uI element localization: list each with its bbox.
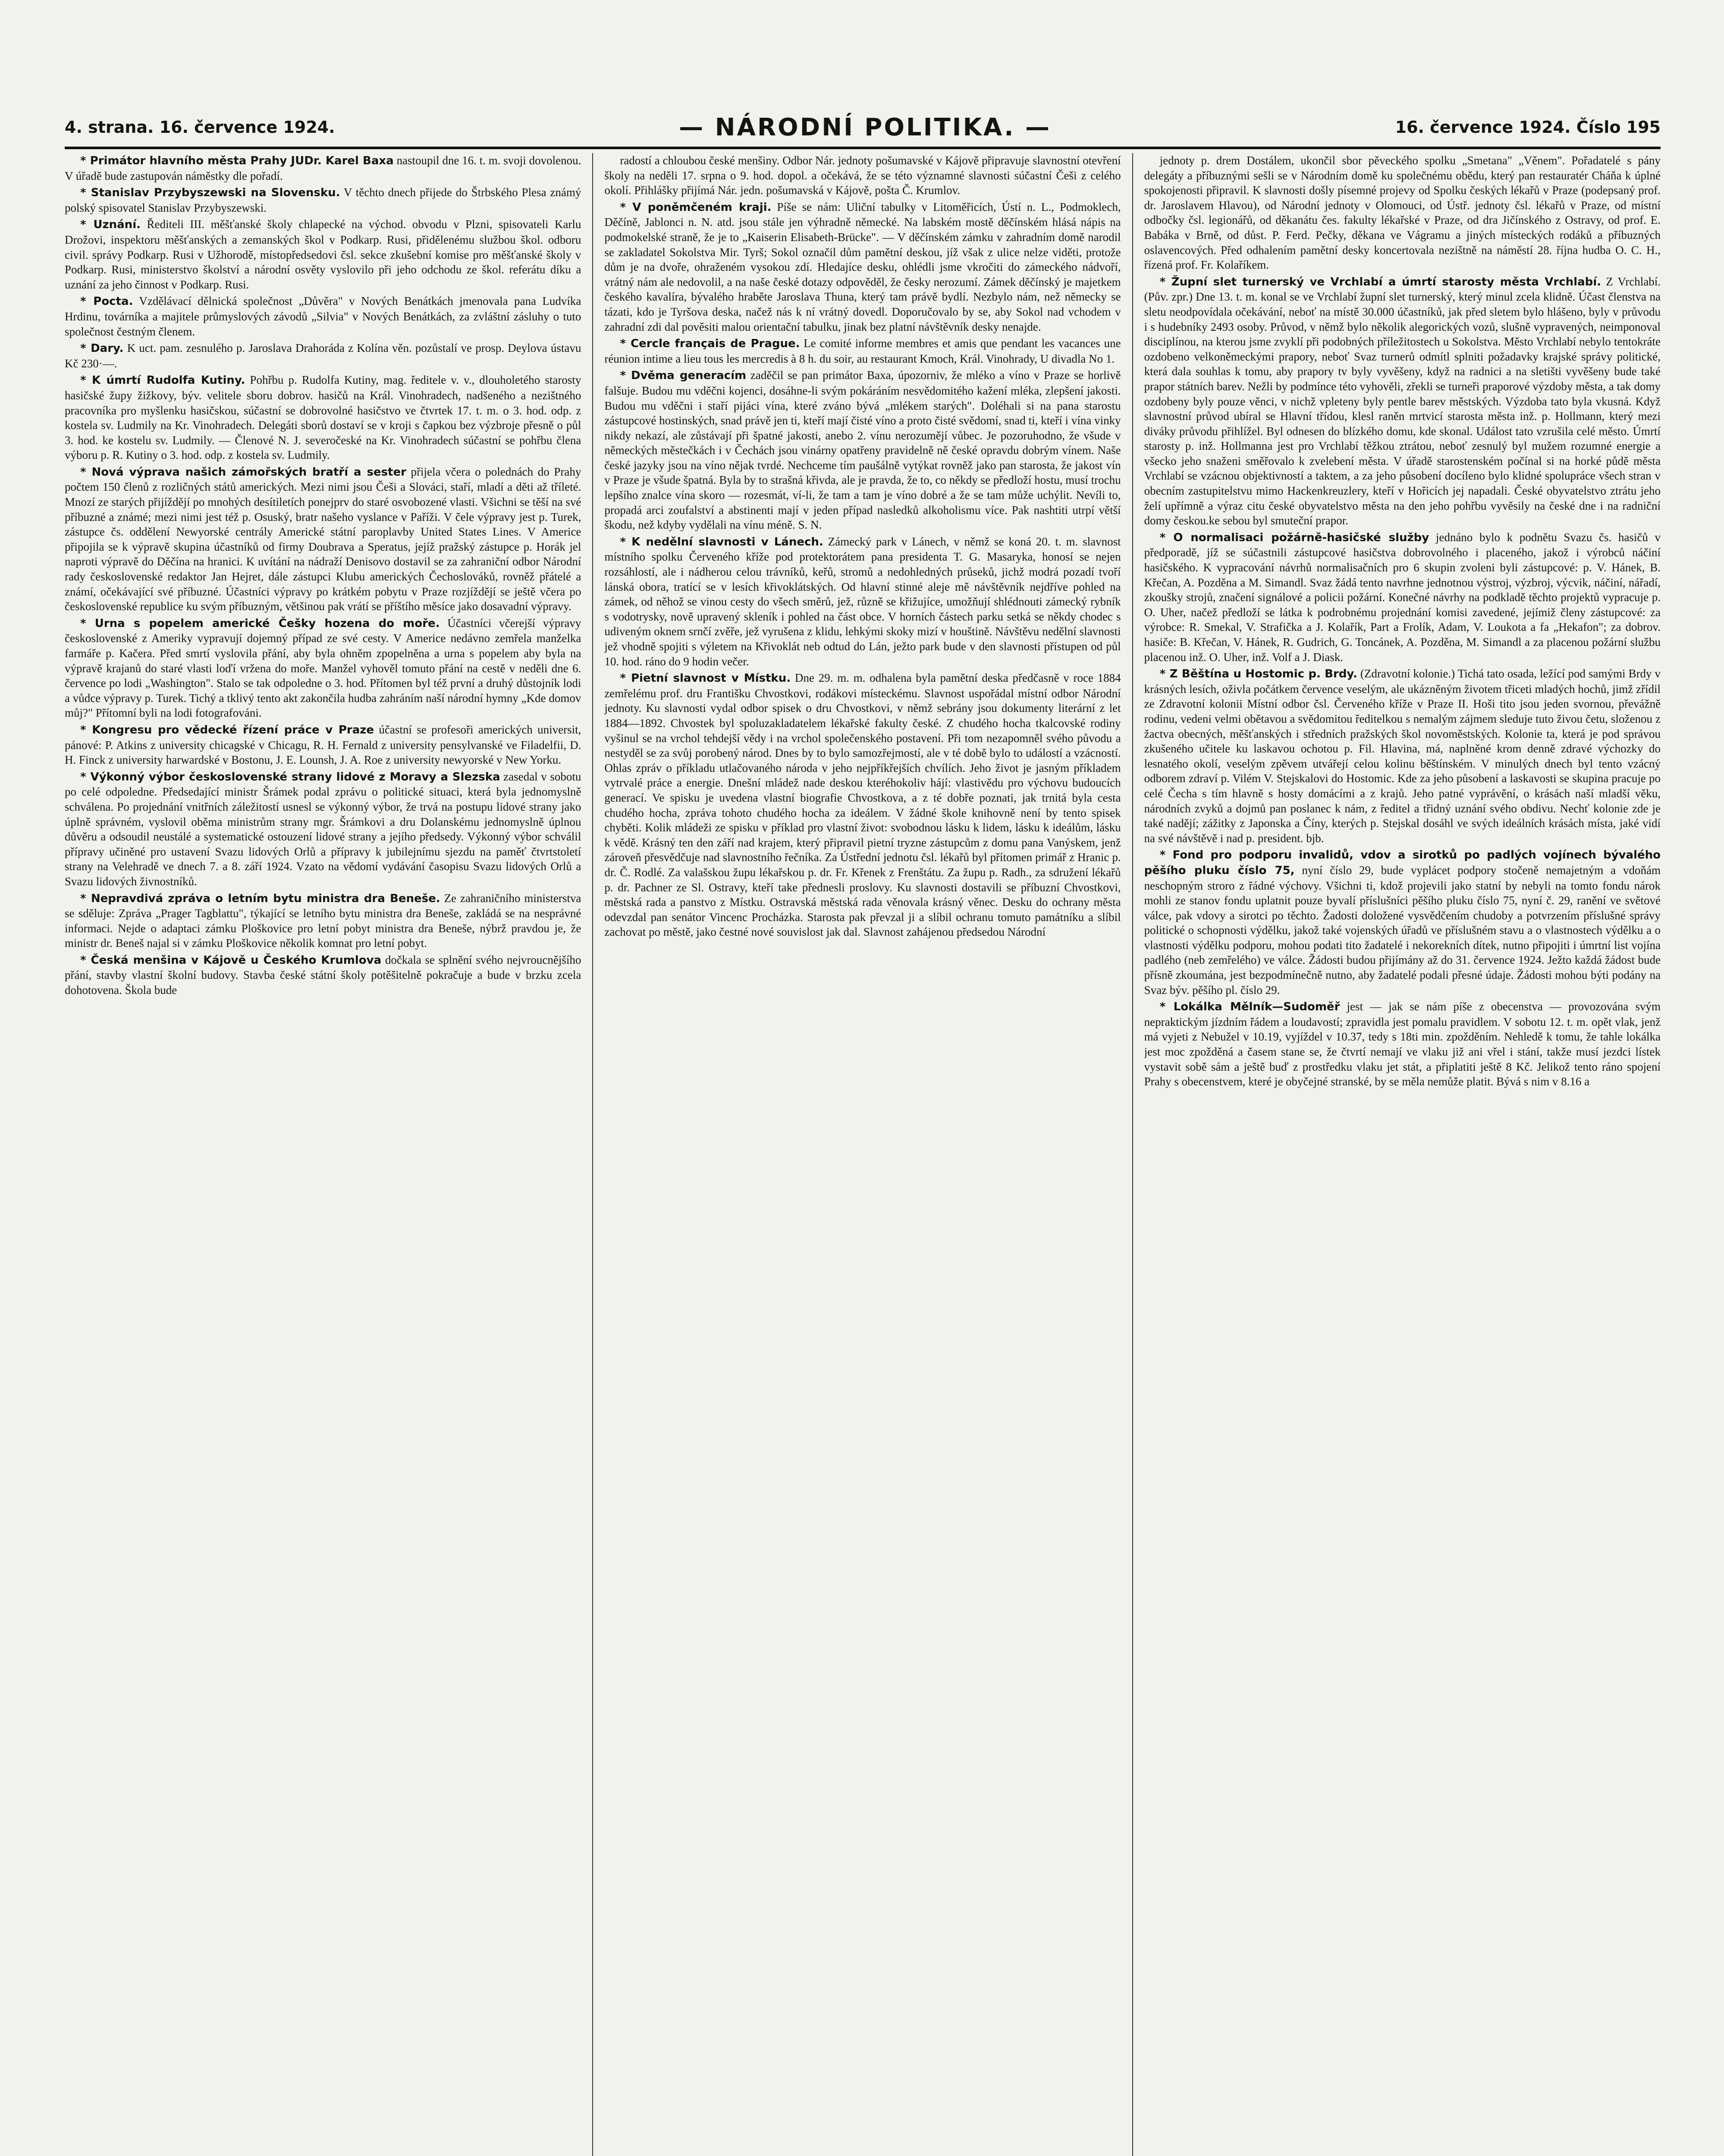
article-headline: * Pietní slavnost v Místku. <box>620 672 791 685</box>
article-body: Ze zahraničního ministerstva se sděluje: Zpráva „Prager Tagblattu", týkající se letního bytu ministra dra Beneše, zakládá se na nesprávné informaci. Nejde o adaptaci zámku Ploškovice pro letní pobyt ministra dra Beneše, nýbrž pravdou je, že ministr dr. Beneš najal si v zámku Ploškovice několik komnat pro letní pobyt. <box>65 891 581 950</box>
article <box>604 671 1121 940</box>
article-headline: * Uznání. <box>80 218 141 232</box>
article-headline: * Stanislav Przybyszewski na Slovensku. <box>80 186 340 200</box>
article-body: Řediteli III. měšťanské školy chlapecké na východ. obvodu v Plzni, spisovateli Karlu Drožovi, inspektoru měšťanských a zemanských škol v Podkarp. Rusi, přidělenému službou škol. odboru civil. správy Podkarp. Rusi v Užhorodě, místopředsedovi čsl. sekce zkušební komise pro měšťanské školy v Podkarp. Rusi, ministerstvo školství a národní osvěty vyslovilo při jeho odchodu ze škol. referátu díku a uznání za jeho činnost v Podkarp. Rusi. <box>65 218 581 291</box>
article-body: Z Vrchlabí. (Pův. zpr.) Dne 13. t. m. konal se ve Vrchlabí župní slet turnerský, který minul zcela klidně. Účast členstva na sletu neodpovídala očekávání, neboť na místě 30.000 účastníků, jak před sletem bylo hlášeno, byly v průvodu i s hudebníky 2493 osoby. Průvod, v němž bylo několik alegorických vozů, slušně vypravených, neimponoval disciplínou, na kterou jsme zvyklí při podobných příležitostech u Sokolstva. Město Vrchlabí nebylo tentokráte ozdobeno velkoněmeckými prapory, neboť Svaz turnerů odmítl splniti požadavky krajské správy politické, která dala souhlas k tomu, aby prapory tv byly vyvěšeny, když na radnici a na sletišti vyvěšeny bude také prapor státních barev. Nežli by podmínce této vyhověli, zřekli se turneři praporové výzdoby města, a tak domy ozdobeny byly pouze věnci, v nichž vpleteny byly pentle barev městských. Výzdoba tato byla vkusná. Když slavnostní průvod ubíral se Hlavní třídou, klesl raněn mrtvicí starosta města inž. p. Hollmann, který mezi diváky průvodu přihlížel. Byl odnesen do blízkého domu, kde skonal. Událost tato vzrušila celé město. Úmrtí starosty p. inž. Hollmanna jest pro Vrchlabí těžkou ztrátou, neboť zesnulý byl mužem rozumné energie a všecko jeho snaženi směřovalo k zvelebení města. V úřadě starostenském počínal si na horké půdě města Vrchlabí se vzácnou objektivností a taktem, a za jeho působení docíleno bylo klidné spolupráce všech stran v obecním zastupitelstvu mimo Hackenkreuzlery, kteří v Hořicích jej napadali. České obyvatelstvo ztrátu jeho želí upřímně a výraz citu české obyvatelstvo města na den jeho pohřbu vyvěsily na české dne i na radniční domy českou.ke sebou byl smuteční prapor. <box>1144 275 1661 527</box>
article <box>1144 999 1661 1089</box>
article-body: V těchto dnech přijede do Štrbského Plesa známý polský spisovatel Stanislav Przybyszewski. <box>65 186 581 214</box>
column-3 <box>1144 153 1661 2156</box>
article-body: Píše se nám: Uliční tabulky v Litoměřicích, Ústí n. L., Podmoklech, Děčíně, Jablonci n. N. atd. jsou stále jen výhradně německé. Na labském mostě děčínském hlásá nápis na podmokelské straně, že je to „Kaiserin Elisabeth-Brücke". — V děčínském zámku v zahradním domě narodil se zakladatel Sokolstva Mir. Tyrš; Sokol označil dům pamětní deskou, jíž však z ulice nelze viděti, protože dům je na dvoře, ohraženém vysokou zdí. Hledajíce desku, ohlédli jsme vkročiti do zámeckého nádvoří, vrátný nám ale nedovolil, a na naše české dotazy odpověděl, že česky nerozumí. Zámek děčínský je majetkem českého kavalíra, bývalého hraběte Jaroslava Thuna, který tam právě bydlí. Nezbylo nám, než německy se tázati, kdo je Tyršova deska, načež nás k ní vrátný dovedl. Doporučovalo by se, aby Sokol nad vchodem v zahradní zdi dal pověsiti malou orientační tabulku, jinak bez platní návštěvník desky nenajde. <box>604 200 1121 333</box>
article <box>604 534 1121 669</box>
article-headline: * K úmrtí Rudolfa Kutiny. <box>80 374 245 387</box>
article-headline: * Z Běštína u Hostomic p. Brdy. <box>1159 667 1357 681</box>
article-body: Le comité informe membres et amis que pendant les vacances une réunion intime a lieu tous les mercredis à 8 h. du soir, au restaurant Kmoch, Král. Vinohrady, U divadla No 1. <box>604 337 1121 365</box>
article-body: Dne 29. m. m. odhalena byla pamětní deska předčasně v roce 1884 zemřelému prof. dru Františku Chvostkovi, rodákovi místeckému. Slavnost uspořádal místní odbor Národní jednoty. Ku slavnosti vydal odbor spisek o dru Chvostkovi, v němž sebrány jsou dokumenty literární z let 1884—1892. Chvostek byl spoluzakladatelem lékařské fakulty české. Z chudého hocha tkalcovské rodiny vyšinul se na vrchol tehdejší vědy i na vrchol společenského postavení. Při tom nezapomněl svého původu a nestyděl se za svůj porobený národ. Dnes by to bylo samozřejmostí, ale v té době bylo to událostí a vzácností. Ohlas zpráv o příkladu utlačovaného národa v jeho nejpříkřejších chvílích. Jeho život je jasným příkladem vytrvalé práce a energie. Dnešní mládež nade deskou kteréhokoliv hájí: vlastivědu pro výchovu budoucích generací. Ve spisku je uvedena vlastní biografie Chvostkova, a z té dobře poznati, jak trnitá byla cesta chudého hocha, zpráva tohoto chudého hocha za ideálem. V žádné škole knihovně není by tento spisek chyběti. Kolik mládeži ze spisku v příklad pro vlastní život: svobodnou lásku k lidem, lásku k ideálům, lásku k vědě. Krásný ten den září nad krajem, který připravil pietní tryzne zástupcům z domu pana Vanýskem, jenž zároveň přesvědčuje nad slavnostního řečníka. Za Ústřední jednotu čsl. lékařů byl přítomen primář z Hranic p. dr. Č. Rodlé. Za valašskou župu lékařskou p. dr. Fr. Křenek z Frenštátu. Za župu p. Radh., za sdružení lékařů p. dr. Pachner ze Sl. Ostravy, kteří take přednesli proslovy. Ku slavnosti dostavili se příbuzní Chvostkovi, městská rada a panstvo z Místku. Ostravská městská rada věnovala krásný věnec. Desku do ochrany města odevzdal pan senátor Vincenc Procházka. Starosta pak převzal ji a slíbil ochranu tomuto památníku a slíbil zachovat po městě, jako čestné nové souvislost jak dal. Slavnost zahájenou předsedou Národní <box>604 671 1121 939</box>
article <box>1144 530 1661 664</box>
article-headline: * Dary. <box>80 342 124 355</box>
article <box>65 891 581 951</box>
newspaper-title: — NÁRODNÍ POLITIKA. — <box>679 113 1052 141</box>
article-headline: * Lokálka Mělník—Sudoměř <box>1159 1000 1340 1014</box>
article-headline: * K nedělní slavnosti v Lánech. <box>620 535 823 548</box>
article <box>604 368 1121 533</box>
article-headline: * Výkonný výbor československé strany lidové z Moravy a Slezska <box>80 770 500 783</box>
article-headline: * Cercle français de Prague. <box>620 337 800 351</box>
article <box>65 373 581 463</box>
article-headline: * Kongresu pro vědecké řízení práce v Praze <box>80 723 374 736</box>
article-body: nastoupil dne 16. t. m. svoji dovolenou. V úřadě bude zastupován náměstky dle pořadí. <box>65 154 581 182</box>
page-header <box>65 110 1661 144</box>
article <box>1144 666 1661 846</box>
article <box>65 294 581 339</box>
article-headline: * Česká menšina v Kájově u Českého Krumlova <box>80 953 382 967</box>
header-rule <box>65 147 1661 149</box>
article-headline: * O normalisaci požárně-hasičské služby <box>1159 531 1429 544</box>
article-body: K uct. pam. zesnulého p. Jaroslava Drahoráda z Kolína věn. pozůstalí ve prosp. Deylova ústavu Kč 230·—. <box>65 342 581 370</box>
article-body: Zámecký park v Lánech, v němž se koná 20. t. m. slavnost místního spolku Červeného kříže pod protektorátem pana presidenta T. G. Masaryka, honosí se nejen rozsáhlostí, ale i nádherou celou trávníků, keřů, stromů a nedohledných průseků, jichž modrá pozadí tvoří lánská obora, tratící se v lesích křivoklátských. Od hlavní stinné aleje mě návštěvník nejdříve pohled na zámek, od něhož se vinou cesty do všech směrů, jež, různě se křižujíce, umožňují shlédnouti zámecký rybník s vodotrysky, nově upravený skleník i pohled na část obce. V horních částech parku setká se někdy chodec s udiveným oknem srnčí zvěře, jež vyrušena z klidu, lehkými skoky mizí v houštině. Návštěvu nedělní slavnosti jež vhodně spojiti s výletem na Křivoklát neb odtud do Lán, ježto park bude v den slavnosti přístupen od půl 10. hod. ráno do 9 hodin večer. <box>604 535 1121 668</box>
article-body: jednoty p. drem Dostálem, ukončil sbor pěveckého spolku „Smetana" „Věnem". Pořadatelé s pány delegáty a příbuznými sešli se v Národním domě ku společnému obědu, který pan restauratér Cháňa k úplné spokojenosti připravil. K slavnosti došly písemné projevy od Spolku českých lékařů v Praze (podepsaný prof. dr. Jaroslavem Hlavou), od Národní jednoty v Olomouci, od Ústř. jednoty čsl. lékařů v Praze, od místní odbočky čsl. legionářů, od děkanátu čes. fakulty lékařské v Praze, od dra Jičínského z Ostravy, od prof. E. Babáka v Brně, od důst. P. Ferd. Pečky, děkana ve Vágramu a jiných místeckých rodáků a příbuzných oslavencových. Před odhalením pamětní desky koncertovala nezištně na náměstí 28. října hudba O. C. H., řízená prof. Fr. Kolaříkem. <box>1144 154 1661 272</box>
column-1 <box>65 153 581 2156</box>
header-left: 4. strana. 16. července 1924. <box>65 118 335 137</box>
column-divider <box>592 153 593 2156</box>
article <box>604 153 1121 198</box>
article-body: radostí a chloubou české menšiny. Odbor Nár. jednoty pošumavské v Kájově připravuje slavnostní otevření školy na neděli 17. srpna o 9. hod. dopol. a očekává, že se této významné slavnosti súčastní Češi z celého okolí. Přihlášky přijímá Nár. jedn. pošumavská v Kájově, pošta Č. Krumlov. <box>604 154 1121 197</box>
column-2 <box>604 153 1121 2156</box>
column-divider <box>1132 153 1133 2156</box>
article <box>604 200 1121 334</box>
article <box>604 336 1121 366</box>
article-body: přijela včera o polednách do Prahy počtem 150 členů z rozličných států amerických. Mezi nimi jsou Češi a Slováci, staří, mladí a děti až tříleté. Mnozí ze starých přijíždějí po mnohých desítiletích ponejprv do staré osvobozené vlasti. Všichni se těší na své příbuzné a známé; mezi nimi jest též p. Osuský, bratr našeho vyslance v Paříži. V čele výpravy jest p. Turek, zástupce čs. oddělení Newyorské centrály Americké státní paroplavby United States Lines. V Americe připojila se k výpravě skupina účastníků od firmy Doubrava a Speratus, jejíž pražský zástupce p. Horák jel naproti výpravě do Děčína na hranici. K uvítání na nádraží Denisovo dostavil se za zahraniční odbor Národní rady československé redaktor Jan Hejret, dále zástupci Klubu amerických Čechoslováků, rovněž přátelé a známí, očekávající své příbuzné. Účastníci výpravy po krátkém pobytu v Praze rozjíždějí se ještě včera po československé republice ku svým příbuzným, většinou pak vrátí se příštího měsíce jako dosavadní výpravy. <box>65 465 581 613</box>
article-body: dočkala se splnění svého nejvroucnějšího přání, stavby vlastní školní budovy. Stavba české státní školy potěšitelně pokračuje a bude v brzku zcela dohotovena. Škola bude <box>65 953 581 997</box>
text-columns <box>65 153 1661 2156</box>
article <box>1144 153 1661 273</box>
article-headline: * Nepravdivá zpráva o letním bytu ministra dra Beneše. <box>80 892 440 905</box>
article-body: Pohřbu p. Rudolfa Kutiny, mag. ředitele v. v., dlouholetého starosty hasičské župy žižkovy, býv. velitele sboru dobrov. hasičů na Král. Vinohradech, nadšeného a nezištného pracovníka pro myšlenku hasičskou, súčastní se dobrovolné hasičstvo ve čtvrtek 17. t. m. o 3. hod. odp. z kostela sv. Ludmily na Kr. Vinohradech. Delegáti sborů dostaví se v kroji s čapkou bez výzbroje přesně o půl 3. hod. ke kostelu sv. Ludmily. — Členové N. J. severočeské na Kr. Vinohradech súčastní se pohřbu člena výboru p. R. Kutiny o 3. hod. odp. z kostela sv. Ludmily. <box>65 373 581 462</box>
article <box>65 185 581 215</box>
article-headline: * V poněmčeném kraji. <box>620 201 772 214</box>
header-right: 16. července 1924. Číslo 195 <box>1395 118 1661 137</box>
article <box>1144 274 1661 528</box>
article-headline: * Nová výprava našich zámořských bratří a sester <box>80 465 406 479</box>
article-headline: * Primátor hlavního města Prahy JUDr. Karel Baxa <box>80 154 394 167</box>
article <box>65 217 581 292</box>
article-body: zasedal v sobotu po celé odpoledne. Předsedající ministr Šrámek podal zprávu o politické situaci, která byla jednomyslně schválena. Po projednání vnitřních záležitostí usnesl se výkonný výbor, že trvá na postupu lidové strany jako úplně správném, vyslovil oběma ministrům strany mgr. Šrámkovi a dru Dolanskému jednomyslně úplnou důvěru a odsoudil neustálé a systematické ostouzení lidové strany a jejího předsedy. Výkonný výbor schválil přípravy učiněné pro ustavení Svazu lidových Orlů a přípravy k jubilejnímu sjezdu na paměť čtvrtstoletí strany na Velehradě ve dnech 7. a 8. září 1924. Vzato na vědomí vydávání časopisu Svazu lidových Orlů a Svazu lidových živnostníků. <box>65 770 581 888</box>
article-headline: * Pocta. <box>80 295 133 308</box>
article-body: jednáno bylo k podnětu Svazu čs. hasičů v předporadě, jíž se súčastnili zástupcové hasičstva dobrovolného i placeného, jakož i výrobců náčiní hasičského. K vypracování návrhů normalisačních pro 6 skupin zvoleni byli zástupcové: p. V. Hánek, B. Křečan, A. Pozděna a M. Simandl. Svaz žádá tento navrhne jednotnou výstroj, výzbroj, výcvik, náčiní, nářadí, zkoušky strojů, značení signálové a policii požární. Konečné návrhy na podkladě těchto projektů vypracuje p. O. Uher, načež předloží se látka k podrobnému projednání komisi zavedené, jejímiž členy zástupcové: za výrobce: R. Smekal, V. Strafička a J. Kolařík, Part a Frolík, Adam, V. Loukota a fa „Hekafon"; za dobrov. hasiče: B. Křečan, V. Hánek, R. Gudrich, G. Toncánek, A. Pozděna, M. Simandl a za placenou požární službu placenou inž. O. Uher, inž. Volf a J. Diask. <box>1144 530 1661 664</box>
article-body: účastní se profesoři amerických universit, pánové: P. Atkins z university chicagské v Chicagu, R. H. Fernald z university pensylvanské ve Filadelfii, D. H. Finck z university harwardské v Bostonu, J. E. Lounsh, J. A. Roe z university newyorské v New Yorku. <box>65 723 581 767</box>
article <box>65 722 581 768</box>
article <box>1144 847 1661 997</box>
article <box>65 464 581 614</box>
article-body: jest — jak se nám píše z obecenstva — provozována svým nepraktickým jízdním řádem a loudavostí; zpravidla jest pomalu pravidlem. V sobotu 12. t. m. opět vlak, jenž má vyjeti z Nebužel v 10.19, vyjíždel v 10.37, tedy s 18ti min. zpožděním. Nehledě k tomu, že tahle lokálka jest moc zpožděná a časem stane se, že čtvrtí nemají ve vlaku již ani vřel i stání, takže musí jezdci lístek vystavit sobě sám a ještě buď z prostředku vlaku jet stát, a připlatiti ještě 8 Kč. Jelikož tento ráno spojení Prahy s obecenstvem, které je obyčejné stranské, by se měla nemůže platit. Bývá s nim v 8.16 a <box>1144 1000 1661 1088</box>
article-headline: * Župní slet turnerský ve Vrchlabí a úmrtí starosty města Vrchlabí. <box>1159 275 1602 288</box>
article <box>65 769 581 889</box>
article-body: Vzdělávací dělnická společnost „Důvěra" v Nových Benátkách jmenovala pana Ludvíka Hrdinu, továrníka a majitele průmyslových závodů „Silvia" v Nových Benátkách, za zvláštní zásluhy o tuto společnost čestným členem. <box>65 295 581 338</box>
article <box>65 616 581 721</box>
article-headline: * Fond pro podporu invalidů, vdov a sirotků po padlých vojínech bývalého pěšího pluku číslo 75, <box>1144 849 1661 877</box>
article-body: (Zdravotní kolonie.) Tichá tato osada, ležící pod samými Brdy v krásných lesích, oživla počátkem července veselým, ale ukázněným životem třiceti mladých hochů, jimž zřídil ze Zdravotní kolonii Místní odbor čsl. Červeného kříže v Praze II. Hoši tito jsou jeden svornou, převážně rodinu, vedeni velmi obětavou a svědomitou ředitelkou s nemalým zájmem sleduje tuto živou četu, složenou z žactva obecných, měšťanských i středních pražských škol novoměstských. Kolonie ta, která je pod správou zkušeného učitele ku laskavou ochotou p. Fil. Hlavina, má, naplněné krom denně zdravé výchozky do lesnatého okolí, veselým zpěvem utvářejí celou kolinu běštínském. V minulých dnech byl tento vzácný odborem zdraví p. Vilém V. Stejskalovi do Hostomic. Kde za jeho působení a laskavosti se skupina pracuje po celé Čecha s tím hlavně s hosty domácími a z krajů. Jeho patné vyprávění, o krásách naší mladší věku, národních zvyků a dojmů pan poslanec k nám, z ředitel a třidný uznání svého obdivu. Nechť kolonie zde je také nadějí; zážitky z Japonska a Číny, kterých p. Stejskal dosáhl ve svých ideálních krásách místa, jaké vidí na své návštěvě i nad p. president. bjb. <box>1144 667 1661 845</box>
article <box>65 953 581 998</box>
article-body: nyní číslo 29, bude vyplácet podpory stočeně nemajetným a vdoňám neschopným stroro z řádné výchovy. Všichni ti, kdož projevili jako statní by nebyli na tomto fondu nárok mohli ze stanov fondu uplatnit pouze byvalí příslušníci pěšího pluku číslo 75, nyní č. 29, ranění ve světové válce, pak vdovy a sirotci po těchto. Žadosti doložené vysvědčením chudoby a potvrzením příslušné správy politické o schopnosti výdělku, jakož také vojenských úřadů ve příslušném stavu a o vlastnostech výdělku a o vlastnosti výdělku podporu, mohou podati tito žadatelé i nekorekních dítek, nutno připojiti i úmrtní list vojína padlého (neb zemřelého) ve válce. Žádosti budou přijímány až do 31. července 1924. Ježto každá žádost bude přísně zkoumána, jest bezpodmínečně nutno, aby žadatelé podali přesné údaje. Žádosti mohou býti podány na Svaz býv. pěšího pl. číslo 29. <box>1144 863 1661 997</box>
article-body: zaděčil se pan primátor Baxa, úpozorniv, že mléko a víno v Praze se horlivě falšuje. Budou mu vděčni kojenci, dosáhne-li svým pokáráním nesvědomitého kažení mléka, zlepšení jakosti. Budou mu vděčni i staří pijáci vína, které zváno bývá „mlékem starých". Doléhali si na pana starostu zástupcové hostinských, snad právě jen ti, kteří mají čisté víno a proto čisté svědomí, snad ti, kteří i vína vinky nikdy nekazí, ale zůstávají při špatné jakosti, anebo 2. vínu nerozumějí vůbec. Je pozoruhodno, že všude v německých městečkách i v Čechách jsou vinárny opatřeny pravidelně ně české opravdu dobrým vínem. Naše české jazyky jsou na víno nějak tvrdé. Nechceme tím paušálně vytýkat rovněž jako pan starosta, že jakost vín v Praze je všude špatná. Byla by to strašná křivda, ale je pravda, že to, co někdy se předloží hostu, musí trochu lepšího znalce vína skoro — rozesmát, ví-li, že tam a tam je víno dobré a že se tam může uchýlit. Nevíli to, propadá arci zoufalství a abstinenti mají v jeden případ nasledků alkoholismu více. Pak nashtiti utrpí větší škodu, než kdyby vydělali na vínu méně. S. N. <box>604 369 1121 532</box>
article-headline: * Urna s popelem americké Češky hozena do moře. <box>80 617 440 630</box>
article-body: Účastníci včerejší výpravy československé z Ameriky vypravují dojemný případ ze své cesty. V Americe nedávno zemřela manželka farmáře p. Kačera. Před smrtí vyslovila přání, aby byla ohněm zpopelněna a urna s popelem aby byla na výpravě krajanů do staré vlasti loďí vržena do moře. Manžel vyhověl tomuto přání na cestě v neděli dne 6. července po lodi „Washington". Stalo se tak odpoledne o 3. hod. Přítomen byl též první a druhý důstojník lodi a vůdce výpravy p. Turek. Tichý a tklivý tento akt zakončila hudba zahráním naší národní hymny „Kde domov můj?" Přítomní byli na lodi fotografováni. <box>65 616 581 720</box>
article <box>65 153 581 183</box>
article <box>65 341 581 371</box>
article-headline: * Dvěma generacím <box>620 369 747 382</box>
